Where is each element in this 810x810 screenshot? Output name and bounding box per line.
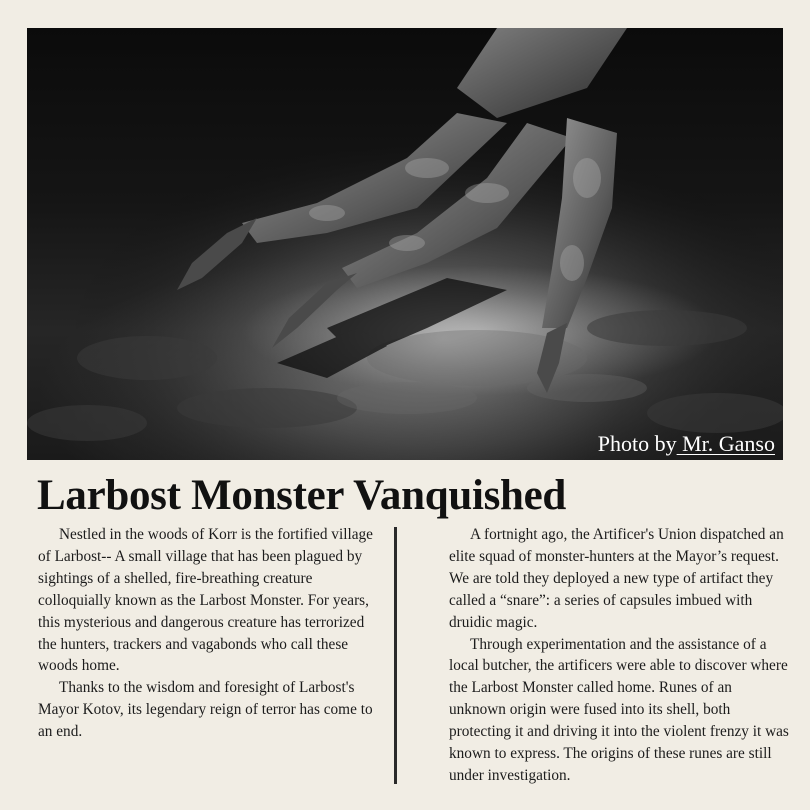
article-photo	[27, 28, 783, 460]
paragraph: Thanks to the wisdom and foresight of Larbost's Mayor Kotov, its legendary reign of terror has come to an end.	[38, 679, 373, 741]
photo-credit-link[interactable]: Mr. Ganso	[676, 431, 775, 456]
column-divider	[394, 527, 397, 784]
article-column-right	[449, 524, 789, 787]
paragraph: Nestled in the woods of Korr is the fortified village of Larbost-- A small village that has been plagued by sightings of a shelled, fire-breathing creature colloquially known as the Larbost Monster. For years, this mysterious and dangerous creature has terrorized the hunters, trackers and vagabonds who call these woods home.	[38, 526, 373, 675]
claw-illustration	[27, 28, 783, 460]
article-column-left	[38, 524, 376, 743]
photo-credit-prefix: Photo by	[597, 431, 677, 456]
paragraph: A fortnight ago, the Artificer's Union dispatched an elite squad of monster-hunters at the Mayor’s request. We are told they deployed a new type of artifact they called a “snare”: a series of capsules imbued with druidic magic.	[449, 526, 784, 631]
photo-credit	[598, 431, 775, 457]
paragraph: Through experimentation and the assistance of a local butcher, the artificers were able to discover where the Larbost Monster called home. Runes of an unknown origin were fused into its shell, both protecting it and driving it into the violent frenzy it was known to express. The origins of these runes are still under investigation.	[449, 635, 789, 784]
article-headline: Larbost Monster Vanquished	[37, 472, 567, 519]
